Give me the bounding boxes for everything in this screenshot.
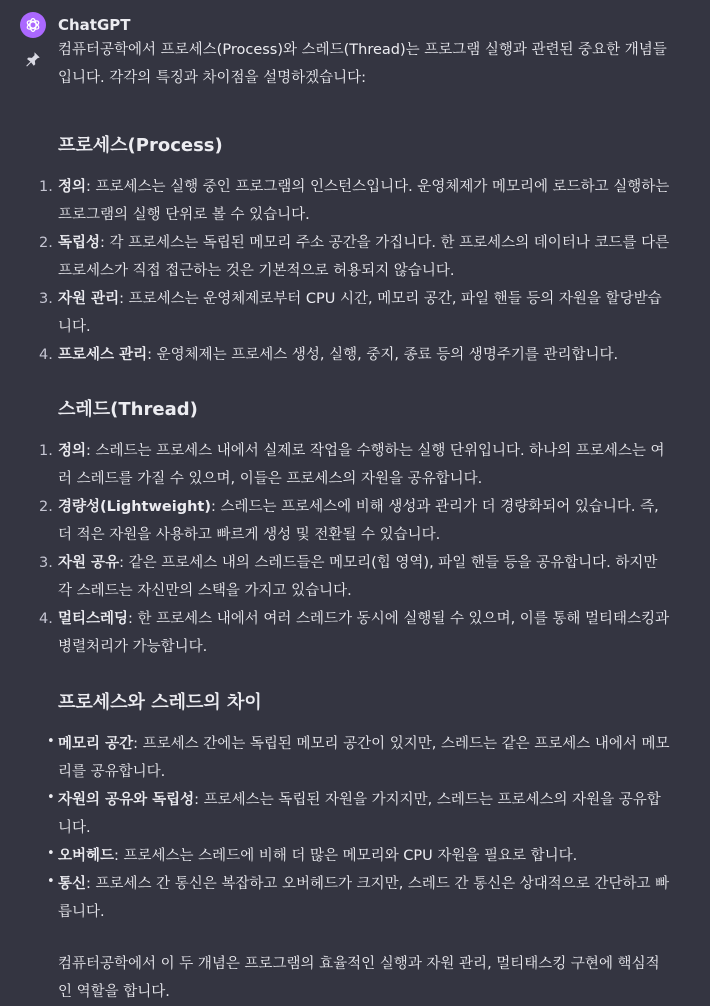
- description: : 프로세스 간에는 독립된 메모리 공간이 있지만, 스레드는 같은 프로세스 내에서 메모리를 공유합니다.: [58, 736, 670, 780]
- term: 자원의 공유와 독립성: [58, 792, 195, 808]
- list-item: [47, 870, 672, 926]
- term: 정의: [58, 443, 87, 459]
- list-item: [47, 786, 672, 842]
- list-number: 4.: [39, 347, 53, 363]
- list-item: [47, 842, 672, 870]
- term: 독립성: [58, 235, 101, 251]
- message-content: [39, 36, 672, 1006]
- term: 멀티스레딩: [58, 611, 129, 627]
- description: : 프로세스는 운영체제로부터 CPU 시간, 메모리 공간, 파일 핸들 등의 자원을 할당받습니다.: [58, 291, 662, 335]
- term: 경량성(Lightweight): [58, 499, 211, 515]
- list-item: [39, 285, 672, 341]
- closing-paragraph: 컴퓨터공학에서 이 두 개념은 프로그램의 효율적인 실행과 자원 관리, 멀티태스킹 구현에 핵심적인 역할을 합니다.: [58, 956, 660, 1000]
- bullet-icon: •: [47, 734, 55, 749]
- list-number: 3.: [39, 555, 53, 571]
- term: 메모리 공간: [58, 736, 134, 752]
- list-number: 4.: [39, 611, 53, 627]
- list-number: 3.: [39, 291, 53, 307]
- description: : 스레드는 프로세스 내에서 실제로 작업을 수행하는 실행 단위입니다. 하나의 프로세스는 여러 스레드를 가질 수 있으며, 이들은 프로세스의 자원을 공유합니다.: [58, 443, 665, 487]
- list-item: [39, 341, 672, 369]
- description: : 한 프로세스 내에서 여러 스레드가 동시에 실행될 수 있으며, 이를 통해 멀티태스킹과 병렬처리가 가능합니다.: [58, 611, 670, 655]
- description: : 스레드는 프로세스에 비해 생성과 관리가 더 경량화되어 있습니다. 즉, 더 적은 자원을 사용하고 빠르게 생성 및 전환될 수 있습니다.: [58, 499, 659, 543]
- list-number: 1.: [39, 179, 53, 195]
- list-item: [39, 173, 672, 229]
- pin-icon[interactable]: [24, 50, 42, 68]
- description: : 같은 프로세스 내의 스레드들은 메모리(힙 영역), 파일 핸들 등을 공유합니다. 하지만 각 스레드는 자신만의 스택을 가지고 있습니다.: [58, 555, 658, 599]
- term: 정의: [58, 179, 87, 195]
- description: : 각 프로세스는 독립된 메모리 주소 공간을 가집니다. 한 프로세스의 데이터나 코드를 다른 프로세스가 직접 접근하는 것은 기본적으로 허용되지 않습니다.: [58, 235, 670, 279]
- openai-logo-icon: [24, 16, 42, 34]
- description: : 프로세스는 실행 중인 프로그램의 인스턴스입니다. 운영체제가 메모리에 로드하고 실행하는 프로그램의 실행 단위로 볼 수 있습니다.: [58, 179, 670, 223]
- list-item: [39, 229, 672, 285]
- heading-difference: 프로세스와 스레드의 차이: [58, 692, 262, 713]
- description: : 프로세스는 스레드에 비해 더 많은 메모리와 CPU 자원을 필요로 합니다.: [114, 848, 578, 864]
- term: 자원 공유: [58, 555, 120, 571]
- description: : 프로세스는 독립된 자원을 가지지만, 스레드는 프로세스의 자원을 공유합니다.: [58, 792, 661, 836]
- list-item: [47, 730, 672, 786]
- heading-process: 프로세스(Process): [58, 135, 223, 156]
- sender-name: ChatGPT: [58, 16, 131, 34]
- list-item: [39, 549, 672, 605]
- term: 프로세스 관리: [58, 347, 148, 363]
- intro-paragraph: 컴퓨터공학에서 프로세스(Process)와 스레드(Thread)는 프로그램 실행과 관련된 중요한 개념들입니다. 각각의 특징과 차이점을 설명하겠습니다:: [58, 42, 667, 86]
- bullet-icon: •: [47, 874, 55, 889]
- term: 오버헤드: [58, 848, 115, 864]
- thread-list: [39, 437, 672, 661]
- heading-thread: 스레드(Thread): [58, 399, 198, 420]
- difference-list: [47, 730, 672, 926]
- bullet-icon: •: [47, 790, 55, 805]
- assistant-avatar: [20, 12, 46, 38]
- description: : 프로세스 간 통신은 복잡하고 오버헤드가 크지만, 스레드 간 통신은 상대적으로 간단하고 빠릅니다.: [58, 876, 670, 920]
- list-item: [39, 437, 672, 493]
- term: 자원 관리: [58, 291, 120, 307]
- list-item: [39, 493, 672, 549]
- list-number: 2.: [39, 499, 53, 515]
- list-item: [39, 605, 672, 661]
- list-number: 1.: [39, 443, 53, 459]
- description: : 운영체제는 프로세스 생성, 실행, 중지, 종료 등의 생명주기를 관리합니다.: [147, 347, 619, 363]
- process-list: [39, 173, 672, 369]
- term: 통신: [58, 876, 87, 892]
- bullet-icon: •: [47, 846, 55, 861]
- list-number: 2.: [39, 235, 53, 251]
